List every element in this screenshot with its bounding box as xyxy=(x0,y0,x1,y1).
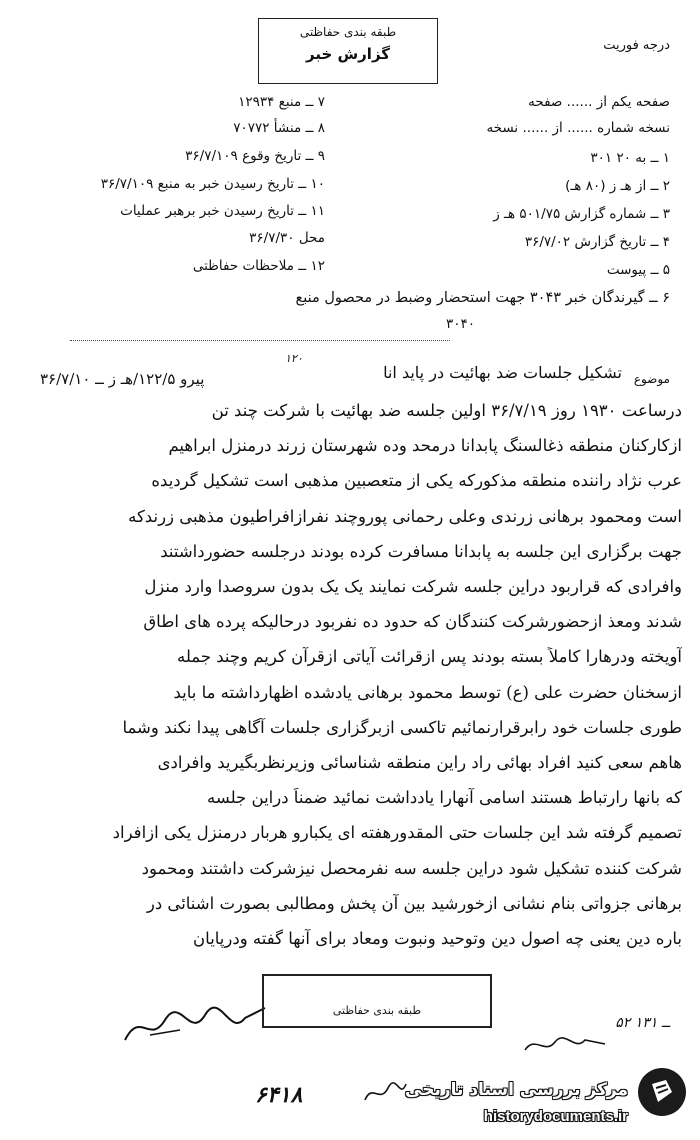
item-10-received-date: ۱۰ ــ تاریخ رسیدن خبر به منبع ۳۶/۷/۱۰۹ xyxy=(100,176,325,192)
item-4-report-date: ۴ ــ تاریخ گزارش ۳۶/۷/۰۲ xyxy=(524,234,670,250)
body-line: درساعت ۱۹۳۰ روز ۳۶/۷/۱۹ اولین جلسه ضد بهائیت با شرکت چند تن xyxy=(211,401,682,420)
body-line: عرب نژاد راننده منطقه مذکورکه یکی از متعصبین مذهبی است تشکیل گردیده xyxy=(151,471,682,491)
item-7-source: ۷ ــ منبع ۱۲۹۳۴ xyxy=(238,94,325,110)
body-line: شدند ومعذ ازحضورشرکت کنندگان که حدود ده نفربود درحالیکه پرده های اطاق xyxy=(143,612,682,632)
header-divider xyxy=(70,340,450,341)
item-1-to: ۱ ــ به ۲۰ ۳۰۱ xyxy=(590,150,670,166)
item-11-place: محل ۳۶/۷/۳۰ xyxy=(249,230,325,246)
item-2-from: ۲ ــ از هـ ز (۸۰ هـ) xyxy=(565,178,670,194)
body-line: شرکت کننده تشکیل شود دراین جلسه سه نفرمحصل نیزشرکت داشتند ومحمود xyxy=(141,858,682,878)
body-line: ازسخنان حضرت علی (ع) توسط محمود برهانی یادشده اظهارداشته ما باید xyxy=(173,682,682,702)
item-5-attachment: ۵ ــ پیوست xyxy=(606,262,670,278)
item-3-report-number: ۳ ــ شماره گزارش ۵۰۱/۷۵ هـ ز xyxy=(493,206,670,222)
watermark-scroll-icon xyxy=(646,1076,678,1108)
signature-scribble xyxy=(120,1000,270,1050)
watermark-url: historydocuments.ir xyxy=(483,1108,628,1125)
body-line: هاهم سعی کنید افراد بهائی راد راین منطقه شناسائی وزیرنظربگیرید وافرادی xyxy=(157,753,682,772)
body-line: که بانها رارتباط هستند اسامی آنهارا یادداشت نمائید ضمناً دراین جلسه xyxy=(207,788,682,808)
stamp-classification-label: طبقه بندی حفاظتی xyxy=(299,25,397,39)
copy-number: نسخه شماره ...... از ...... نسخه xyxy=(486,120,670,136)
body-line: تصمیم گرفته شد این جلسات حتی المقدورهفته ای یکبارو هربار درمنزل یکی ازافراد xyxy=(112,823,682,843)
stamp-report-title: گزارش خبر xyxy=(305,45,391,63)
body-line: آویخته ودرهارا کاملاً بسته بودند پس ازقرائت آیاتی ازقرآن کریم وچند جمله xyxy=(176,647,682,667)
body-line: باره دین یعنی چه اصول دین وتوحید ونبوت ومعاد برای آنها گفته ودرپایان xyxy=(193,929,682,948)
body-line: است ومحمود برهانی زرندی وعلی رحمانی پوروچند نفرازافراطیون مذهبی زرندکه xyxy=(128,506,682,526)
item-8-origin: ۸ ــ منشأ ۷۰۷۷۲ xyxy=(233,120,325,136)
body-line: ازکارکنان منطقه ذغالسنگ پابدانا درمحد وده شهرستان زرند درمنزل ابراهیم xyxy=(168,436,682,456)
subject-marginal-note: ۱۲۰ xyxy=(285,352,303,365)
item-11-leader-date: ۱۱ ــ تاریخ رسیدن خبر برهبر عملیات xyxy=(120,203,325,219)
item-9-occurrence-date: ۹ ــ تاریخ وقوع ۳۶/۷/۱۰۹ xyxy=(185,148,325,164)
subject-reference: پیرو ۱۲۲/۵/هـ ز ــ ۳۶/۷/۱۰ xyxy=(40,370,205,388)
body-line: وافرادی که قراربود دراین جلسه شرکت نمایند یک یک بدون سروصدا وارد منزل xyxy=(144,577,682,596)
body-line: جهت برگزاری این جلسه به پابدانا مسافرت کرده بودند درجلسه حضورداشتند xyxy=(160,541,682,561)
body-line: طوری جلسات خود رابرقرارنمائیم تاکسی ازبرگزاری جلسات آگاهی پیدا نکند وشما xyxy=(122,717,682,737)
top-classification-stamp xyxy=(258,18,438,84)
item-12-security-notes: ۱۲ ــ ملاحظات حفاظتی xyxy=(192,258,325,274)
page-count: صفحه یکم از ...... صفحه xyxy=(528,94,670,110)
body-line: برهانی جزواتی بنام نشانی ازخورشید بین آن پخش ومطالبی بصورت اشنائی در xyxy=(146,893,682,913)
bottom-signature xyxy=(520,1030,610,1058)
page-number: ۶۴۱۸ xyxy=(255,1082,303,1108)
subject-label: موضوع xyxy=(633,372,670,386)
subject-text: تشکیل جلسات ضد بهائیت در پاید انا xyxy=(383,363,622,382)
bottom-classification-stamp xyxy=(262,974,492,1028)
watermark-title: مرکز بررسی اسناد تاریخی xyxy=(405,1080,628,1100)
item-6-recipients: ۶ ــ گیرندگان خبر ۳۰۴۳ جهت استحضار وضبط در محصول منبع xyxy=(295,290,670,306)
item-6-recipients-2: ۳۰۴۰ xyxy=(445,316,475,332)
page-number-scribble xyxy=(360,1078,410,1108)
priority-label: درجه فوریت xyxy=(603,38,670,53)
bottom-stamp-label: طبقه بندی حفاظتی xyxy=(332,1004,422,1017)
bottom-right-note: ۵۲ ــ ۱۳۱ xyxy=(615,1015,670,1031)
